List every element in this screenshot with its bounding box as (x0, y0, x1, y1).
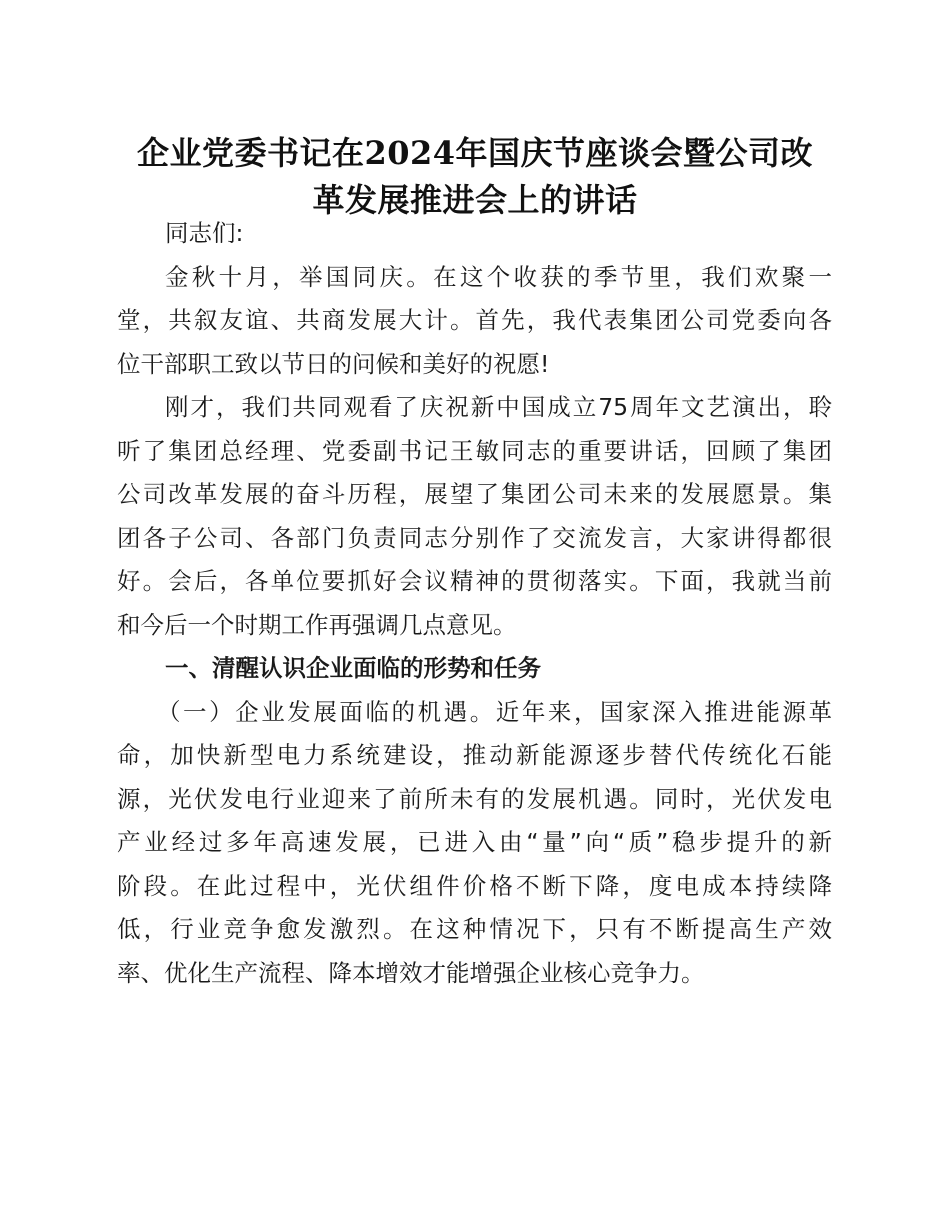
document-body (117, 212, 832, 995)
paragraph-line: 命，加快新型电力系统建设，推动新能源逐步替代传统化石能 (117, 741, 832, 769)
paragraph-line: （一）企业发展面临的机遇。近年来，国家深入推进能源革 (157, 697, 832, 726)
section-heading: 一、清醒认识企业面临的形势和任务 (165, 654, 541, 682)
paragraph-line: 源，光伏发电行业迎来了前所未有的发展机遇。同时，光伏发电 (117, 784, 832, 813)
paragraph-line: 率、优化生产流程、降本增效才能增强企业核心竞争力。 (117, 958, 705, 987)
paragraph-line: 和今后一个时期工作再强调几点意见。 (117, 610, 517, 639)
paragraph-line: 团各子公司、各部门负责同志分别作了交流发言，大家讲得都很 (117, 523, 832, 552)
title-line-1: 企业党委书记在2024年国庆节座谈会暨公司改 (136, 134, 814, 172)
paragraph-line: 产业经过多年高速发展，已进入由“量”向“质”稳步提升的新 (117, 828, 832, 856)
paragraph-opportunities (117, 691, 832, 996)
paragraph-line: 位干部职工致以节日的问候和美好的祝愿! (117, 349, 550, 378)
paragraph-opening (117, 256, 832, 387)
paragraph-line: 听了集团总经理、党委副书记王敏同志的重要讲话，回顾了集团 (117, 436, 832, 465)
paragraph-line: 堂，共叙友谊、共商发展大计。首先，我代表集团公司党委向各 (117, 306, 832, 334)
paragraph-line: 金秋十月，举国同庆。在这个收获的季节里，我们欢聚一 (165, 262, 832, 291)
paragraph-line: 好。会后，各单位要抓好会议精神的贯彻落实。下面，我就当前 (117, 567, 832, 595)
paragraph-line: 低，行业竞争愈发激烈。在这种情况下，只有不断提高生产效 (117, 915, 832, 943)
paragraph-line: 刚才，我们共同观看了庆祝新中国成立75周年文艺演出，聆 (165, 393, 832, 421)
document-title (110, 130, 840, 224)
salutation: 同志们: (165, 219, 244, 247)
paragraph-line: 阶段。在此过程中，光伏组件价格不断下降，度电成本持续降 (117, 871, 832, 900)
title-line-2: 革发展推进会上的讲话 (312, 181, 638, 219)
paragraph-review (117, 386, 832, 647)
paragraph-line: 公司改革发展的奋斗历程，展望了集团公司未来的发展愿景。集 (117, 480, 832, 508)
